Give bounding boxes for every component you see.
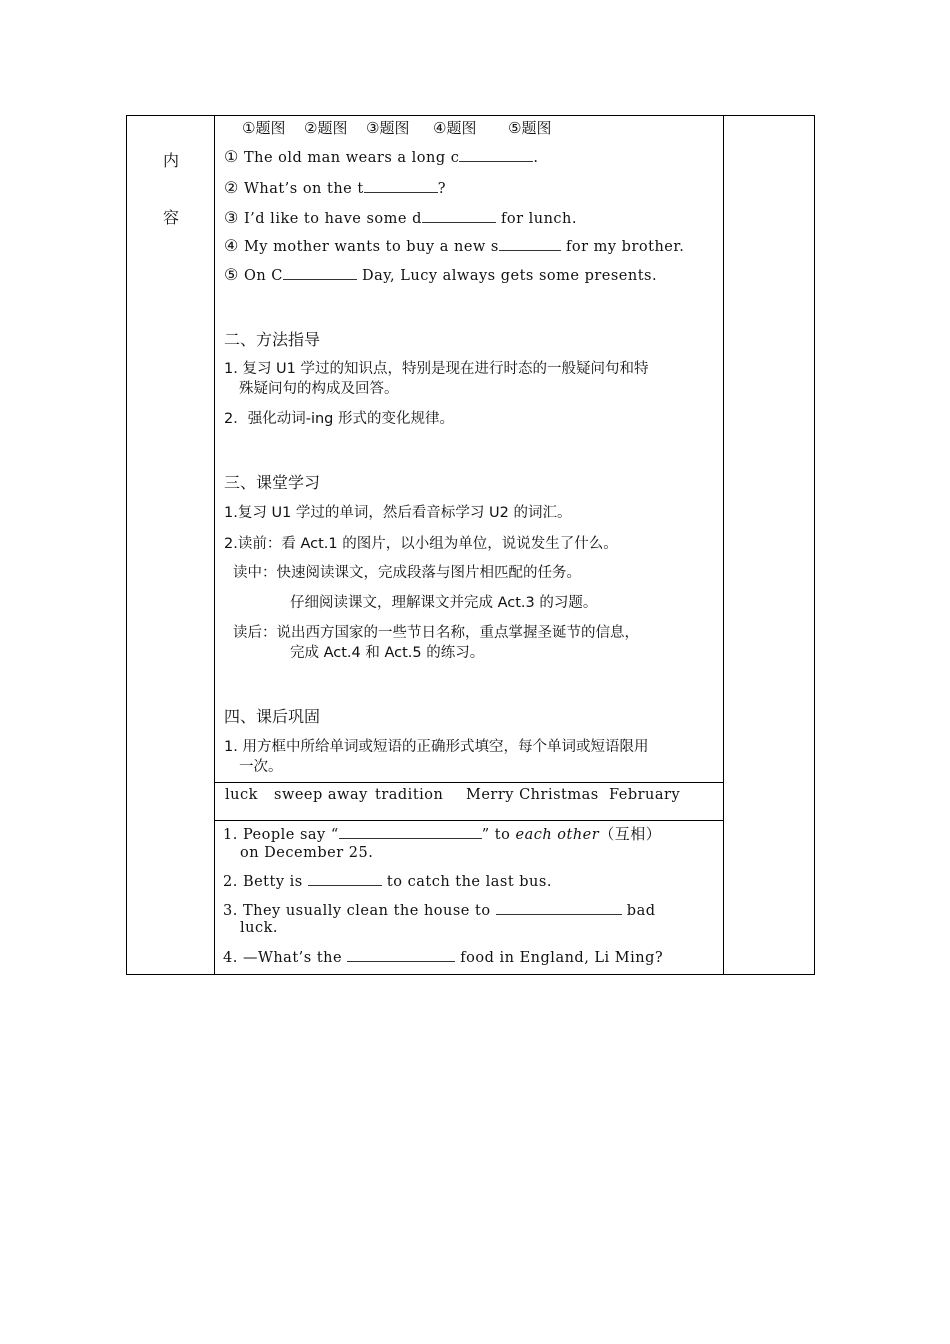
- fill-in-sentence-3: [224, 208, 577, 227]
- figure-label-2: ②题图: [304, 119, 348, 137]
- fill-in-sentence-5: [224, 265, 657, 284]
- answer-blank[interactable]: [347, 949, 455, 962]
- classroom-item-1: 1.复习 U1 学过的单词，然后看音标学习 U2 的词汇。: [224, 505, 572, 521]
- item-number: ①: [224, 147, 239, 166]
- homework-heading: 四、课后巩固: [224, 707, 321, 726]
- exercise-text: （互相）: [599, 825, 662, 843]
- exercise-text: bad: [621, 903, 656, 919]
- exercise-text: 1. People say “: [223, 827, 339, 843]
- reading-after-line-2: 完成 Act.4 和 Act.5 的练习。: [290, 645, 485, 661]
- word-box-item: Merry Christmas: [466, 787, 599, 803]
- answer-blank[interactable]: [364, 180, 438, 193]
- answer-blank[interactable]: [308, 873, 382, 886]
- exercise-text: food in England, Li Ming?: [455, 950, 664, 966]
- item-number: ⑤: [224, 265, 239, 284]
- method-heading: 二、方法指导: [224, 330, 321, 349]
- figure-label-3: ③题图: [366, 119, 410, 137]
- figure-label-1: ①题图: [242, 119, 286, 137]
- exercise-text: 2. Betty is: [223, 874, 308, 890]
- exercise-1-line-2: on December 25.: [240, 845, 374, 861]
- figure-label-4: ④题图: [433, 119, 477, 137]
- sentence-text: for my brother.: [560, 239, 685, 255]
- item-number: ③: [224, 208, 239, 227]
- answer-blank[interactable]: [499, 238, 561, 251]
- exercise-text: to catch the last bus.: [381, 874, 552, 890]
- word-box-bottom-border: [214, 820, 723, 821]
- reading-during-line-2: 仔细阅读课文，理解课文并完成 Act.3 的习题。: [290, 595, 598, 611]
- sentence-text: I’d like to have some d: [243, 211, 422, 227]
- word-box-item: sweep away: [274, 787, 368, 803]
- exercise-3-line-2: luck.: [240, 920, 278, 936]
- word-box-item: tradition: [375, 787, 444, 803]
- sentence-text: On C: [243, 268, 283, 284]
- sentence-text: .: [533, 150, 539, 166]
- exercise-text: 3. They usually clean the house to: [223, 903, 496, 919]
- exercise-italic-text: each other: [515, 827, 600, 843]
- answer-blank[interactable]: [459, 149, 533, 162]
- column-divider-right: [723, 116, 724, 974]
- exercise-4: [223, 949, 663, 966]
- reading-during-line-1: 读中：快速阅读课文，完成段落与图片相匹配的任务。: [233, 565, 581, 581]
- sentence-text: ?: [437, 181, 446, 197]
- homework-instruction-line-1: 1. 用方框中所给单词或短语的正确形式填空，每个单词或短语限用: [224, 739, 649, 755]
- sentence-text: Day, Lucy always gets some presents.: [356, 268, 658, 284]
- word-box-top-border: [214, 782, 723, 783]
- word-box-item: luck: [225, 787, 258, 803]
- column-divider-left: [214, 116, 215, 974]
- item-number: ②: [224, 178, 239, 197]
- sentence-text: My mother wants to buy a new s: [243, 239, 499, 255]
- answer-blank[interactable]: [283, 267, 357, 280]
- method-item-2: 2．强化动词-ing 形式的变化规律。: [224, 411, 454, 427]
- homework-instruction-line-2: 一次。: [239, 759, 283, 775]
- word-box-item: February: [609, 787, 681, 803]
- exercise-1-line-1: [223, 823, 661, 844]
- exercise-2: [223, 873, 552, 890]
- exercise-text: 4. —What’s the: [223, 950, 348, 966]
- sentence-text: What’s on the t: [243, 181, 364, 197]
- item-number: ④: [224, 236, 239, 255]
- side-label-char-1: 内: [163, 151, 180, 170]
- figure-label-5: ⑤题图: [508, 119, 552, 137]
- classroom-item-2: 2.读前：看 Act.1 的图片，以小组为单位，说说发生了什么。: [224, 536, 618, 552]
- reading-after-line-1: 读后：说出西方国家的一些节日名称，重点掌握圣诞节的信息，: [233, 625, 639, 641]
- classroom-heading: 三、课堂学习: [224, 473, 321, 492]
- answer-blank[interactable]: [422, 210, 496, 223]
- method-item-1-line-2: 殊疑问句的构成及回答。: [239, 381, 399, 397]
- sentence-text: for lunch.: [495, 211, 577, 227]
- sentence-text: The old man wears a long c: [243, 150, 460, 166]
- fill-in-sentence-2: [224, 178, 446, 197]
- lesson-table: [126, 115, 815, 975]
- side-label-char-2: 容: [163, 208, 180, 227]
- method-item-1-line-1: 1. 复习 U1 学过的知识点，特别是现在进行时态的一般疑问句和特: [224, 361, 649, 377]
- answer-blank[interactable]: [339, 826, 482, 839]
- fill-in-sentence-4: [224, 236, 684, 255]
- exercise-text: ” to: [481, 827, 516, 843]
- fill-in-sentence-1: [224, 147, 538, 166]
- exercise-3-line-1: [223, 902, 656, 919]
- answer-blank[interactable]: [496, 902, 622, 915]
